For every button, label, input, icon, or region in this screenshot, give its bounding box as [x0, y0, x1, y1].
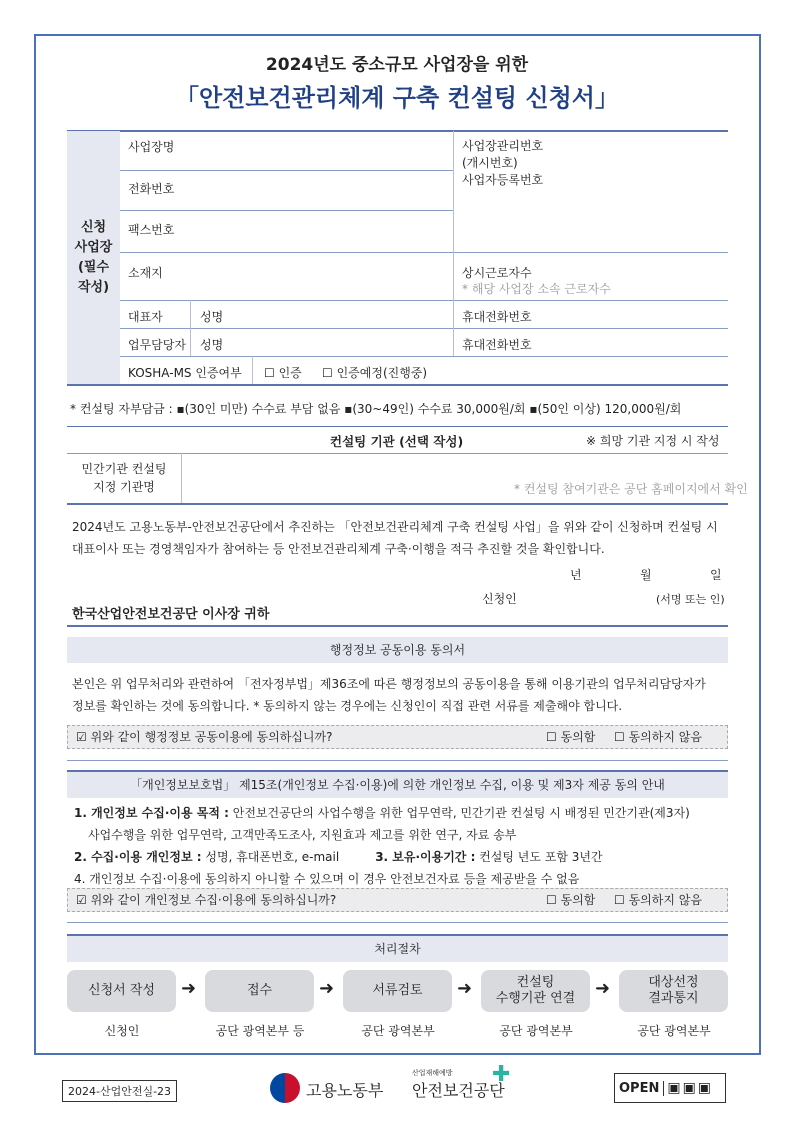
arrow-right-icon: ➜: [595, 978, 611, 999]
admin-consent-row: [67, 725, 728, 749]
kosha-tagline: 산업재해예방: [412, 1069, 453, 1077]
privacy-title: 「개인정보보호법」 제15조(개인정보 수집·이용)에 의한 개인정보 수집, 이용 및 제3자 제공 동의 안내: [67, 772, 728, 798]
doc-code: 2024-산업안전실-23: [62, 1080, 177, 1102]
mgmt-no-label: [462, 138, 543, 189]
privacy-consent-row: [67, 888, 728, 912]
recipient: 한국산업안전보건공단 이사장 귀하: [72, 607, 270, 622]
label-line: 사업자등록번호: [462, 173, 544, 187]
privacy-items: [74, 802, 690, 890]
title-line2: 「안전보건관리체계 구축 컨설팅 신청서」: [174, 84, 619, 112]
process-step: 서류검토: [343, 970, 452, 1012]
process-title: 처리절차: [67, 936, 728, 962]
agency-label: [67, 460, 181, 496]
item-head: 2. 수집·이용 개인정보 :: [74, 850, 202, 864]
process-step-owner: 공단 광역본부: [499, 1024, 573, 1038]
divider: [67, 503, 728, 505]
divider: [120, 210, 453, 211]
admin-agree-checkbox[interactable]: ☐ 동의함: [546, 730, 596, 744]
applicant-header: [67, 131, 120, 385]
kosha-label: KOSHA-MS 인증여부: [128, 366, 242, 380]
address-label: 소재지: [128, 266, 163, 280]
process-step: 대상선정 결과통지: [619, 970, 728, 1012]
item-text: 4. 개인정보 수집·이용에 동의하지 아니할 수 있으며 이 경우 안전보건자료 등을 제공받을 수 없음: [74, 872, 580, 886]
staff-mobile-label: 휴대전화번호: [462, 338, 532, 352]
header-text: 작성): [77, 280, 110, 295]
agency-hint: * 컨설팅 참여기관은 공단 홈페이지에서 확인: [514, 482, 748, 496]
text-line: 대표이사 또는 경영책임자가 참여하는 등 안전보건관리체계 구축·이행을 적극 추진할 것을 확인합니다.: [72, 542, 605, 556]
privacy-disagree-checkbox[interactable]: ☐ 동의하지 않음: [614, 893, 702, 907]
declaration-text: [72, 516, 718, 560]
ministry-name: 고용노동부: [306, 1081, 384, 1100]
license-icons: ▣▣▣: [667, 1080, 714, 1096]
day-label: 일: [710, 568, 722, 582]
phone-label: 전화번호: [128, 182, 175, 196]
divider: [120, 170, 453, 171]
applicant-sign-label: 신청인: [482, 592, 517, 606]
process-step: 접수: [205, 970, 314, 1012]
arrow-right-icon: ➜: [319, 978, 335, 999]
divider: [120, 328, 728, 329]
kosha-certified-checkbox[interactable]: ☐ 인증: [264, 366, 302, 380]
rep-label: 대표자: [128, 310, 163, 324]
item-head: 3. 보유·이용기간 :: [375, 850, 476, 864]
item-text: 안전보건공단의 사업수행을 위한 업무연락, 민간기관 컨설팅 시 배정된 민간기관(제3자): [228, 806, 690, 820]
sign-label: (서명 또는 인): [656, 593, 725, 606]
process-step-owner: 신청인: [104, 1024, 140, 1038]
workers-label: 상시근로자수: [462, 266, 532, 280]
process-step: 컨설팅 수행기관 연결: [481, 970, 590, 1012]
process-step-owner: 공단 광역본부: [637, 1024, 711, 1038]
item-head: 1. 개인정보 수집·이용 목적 :: [74, 806, 229, 820]
divider: [453, 131, 454, 356]
consent-question: ☑ 위와 같이 개인정보 수집·이용에 동의하십니까?: [76, 893, 337, 907]
title-line1: 2024년도 중소규모 사업장을 위한: [265, 55, 529, 75]
header-text: 신청: [80, 220, 107, 235]
arrow-right-icon: ➜: [457, 978, 473, 999]
divider: [120, 300, 728, 301]
fax-label: 팩스번호: [128, 223, 175, 237]
ministry-logo-icon: [270, 1073, 300, 1103]
open-license-badge: [614, 1073, 726, 1103]
month-label: 월: [640, 568, 652, 582]
label-line: 지정 기관명: [93, 480, 155, 494]
privacy-agree-checkbox[interactable]: ☐ 동의함: [546, 893, 596, 907]
staff-name-label: 성명: [200, 338, 224, 352]
text-line: 본인은 위 업무처리와 관련하여 「전자정부법」제36조에 따른 행정정보의 공동이용을 통해 이용기관의 업무처리담당자가: [72, 677, 706, 691]
fee-note: * 컨설팅 자부담금 : ▪(30인 미만) 수수료 부담 없음 ▪(30~49인) 수수료 30,000원/회 ▪(50인 이상) 120,000원/회: [70, 402, 682, 416]
divider: [181, 453, 182, 503]
agency-title: 컨설팅 기관 (선택 작성): [330, 434, 464, 449]
label-line: 사업장관리번호: [462, 139, 544, 153]
rep-name-label: 성명: [200, 310, 224, 324]
text-line: 정보를 확인하는 것에 동의합니다. * 동의하지 않는 경우에는 신청인이 직접 관련 서류를 제출해야 합니다.: [72, 699, 623, 713]
process-step-owner: 공단 광역본부: [361, 1024, 435, 1038]
staff-label: 업무담당자: [128, 338, 186, 352]
item-text: 성명, 휴대폰번호, e-mail: [201, 850, 340, 864]
kosha-cross-icon: ✚: [492, 1062, 511, 1087]
admin-title: 행정정보 공동이용 동의서: [67, 637, 728, 663]
item-text: 사업수행을 위한 업무연락, 고객만족도조사, 지원효과 제고를 위한 연구, 자료 송부: [88, 828, 517, 842]
divider: [252, 356, 253, 384]
rep-mobile-label: 휴대전화번호: [462, 310, 532, 324]
label-line: (개시번호): [462, 156, 518, 170]
label-line: 민간기관 컨설팅: [81, 462, 167, 476]
open-text: OPEN: [615, 1081, 664, 1096]
divider: [120, 252, 728, 253]
agency-note: ※ 희망 기관 지정 시 작성: [586, 434, 720, 448]
item-text: 컨설팅 년도 포함 3년간: [475, 850, 603, 864]
divider: [67, 760, 728, 761]
header-text: (필수: [77, 260, 110, 275]
arrow-right-icon: ➜: [181, 978, 197, 999]
divider: [67, 130, 728, 132]
admin-text: [72, 673, 706, 717]
process-step: 신청서 작성: [67, 970, 176, 1012]
divider: [67, 426, 728, 427]
admin-disagree-checkbox[interactable]: ☐ 동의하지 않음: [614, 730, 702, 744]
process-step-owner: 공단 광역본부 등: [215, 1024, 305, 1038]
divider: [67, 625, 728, 627]
header-text: 사업장: [74, 240, 113, 255]
divider: [67, 384, 728, 386]
consent-question: ☑ 위와 같이 행정정보 공동이용에 동의하십니까?: [76, 730, 333, 744]
business-name-label: 사업장명: [128, 140, 175, 154]
text-line: 2024년도 고용노동부-안전보건공단에서 추진하는 「안전보건관리체계 구축 컨설팅 사업」을 위와 같이 신청하며 컨설팅 시: [72, 520, 718, 534]
kosha-pending-checkbox[interactable]: ☐ 인증예정(진행중): [322, 366, 428, 380]
divider: [120, 356, 728, 357]
divider: [67, 453, 728, 454]
kosha-name: 안전보건공단: [412, 1081, 505, 1100]
divider: [67, 922, 728, 923]
workers-note: * 해당 사업장 소속 근로자수: [462, 282, 611, 296]
divider: [190, 300, 191, 356]
year-label: 년: [570, 568, 582, 582]
